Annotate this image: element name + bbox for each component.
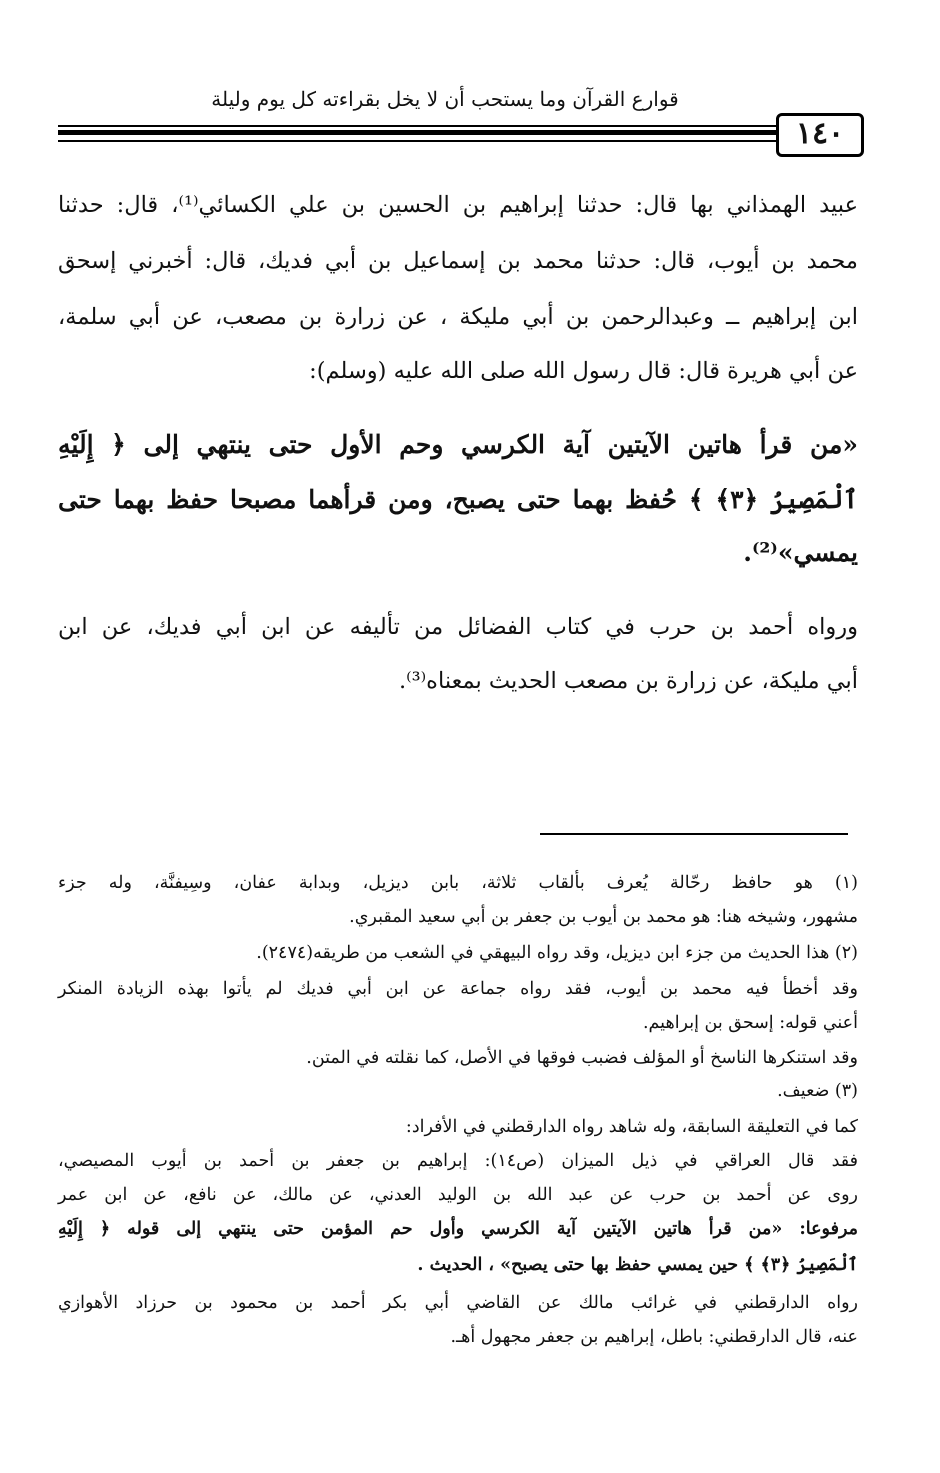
footnote-line: أعني قوله: إسحق بن إبراهيم.: [642, 1013, 858, 1033]
footnote-line: مشهور، وشيخه هنا: هو محمد بن أيوب بن جعفر بن أبي سعيد المقبري.: [349, 907, 858, 927]
footnote-line: فقد قال العراقي في ذيل الميزان (ص١٤): إبراهيم بن جعفر بن أحمد بن أيوب المصيصي،: [58, 1151, 858, 1171]
footnote-line: كما في التعليقة السابقة، وله شاهد رواه الدارقطني في الأفراد:: [405, 1117, 858, 1137]
footnote-line: مرفوعا: «من قرأ هاتين الآيتين آية الكرسي وأول حم المؤمن حتى ينتهي إلى قوله ﴿ إِلَيْهِ: [58, 1219, 858, 1239]
page-number: ١٤٠: [795, 116, 845, 151]
hadith-line: يمسي»⁽²⁾.: [743, 538, 858, 567]
footnote-line: وقد أخطأ فيه محمد بن أيوب، فقد رواه جماعة عن ابن أبي فديك لم يأتوا بهذه الزيادة المنكر: [58, 979, 858, 999]
hadith-line: «من قرأ هاتين الآيتين آية الكرسي وحم الأول حتى ينتهي إلى ﴿ إِلَيْهِ: [58, 430, 858, 459]
header-rule-thick: [58, 130, 778, 135]
body-line: عبيد الهمذاني بها قال: حدثنا إبراهيم بن الحسين بن علي الكسائي⁽¹⁾، قال: حدثنا: [58, 192, 858, 218]
footnote-line: (٣) ضعيف.: [777, 1081, 858, 1101]
footnote-separator: [540, 833, 848, 835]
body-line: أبي مليكة، عن زرارة بن مصعب الحديث بمعناه⁽³⁾.: [398, 668, 858, 694]
body-line: ورواه أحمد بن حرب في كتاب الفضائل من تأليفه عن ابن أبي فديك، عن ابن: [58, 614, 858, 640]
footnote-line: (١) هو حافظ رحّالة يُعرف بألقاب ثلاثة، بابن ديزيل، وبدابة عفان، وسِيفنَّة، وله جزء: [58, 873, 858, 893]
footnote-line: رواه الدارقطني في غرائب مالك عن القاضي أبي بكر أحمد بن محمود بن حرزاد الأهوازي: [58, 1293, 858, 1313]
running-header-title: قوارع القرآن وما يستحب أن لا يخل بقراءته كل يوم وليلة: [211, 87, 679, 111]
footnote-line: عنه، قال الدارقطني: باطل، إبراهيم بن جعفر مجهول أهـ.: [450, 1327, 858, 1347]
footnote-line: (٢) هذا الحديث من جزء ابن ديزيل، وقد رواه البيهقي في الشعب من طريقه(٢٤٧٤).: [256, 943, 858, 963]
header-rule-thin-top: [58, 125, 778, 127]
footnote-line: روى عن أحمد بن حرب عن عبد الله بن الوليد العدني، عن مالك، عن نافع، عن ابن عمر: [58, 1185, 858, 1205]
body-line: محمد بن أيوب، قال: حدثنا محمد بن إسماعيل بن أبي فديك، قال: أخبرني إسحق: [58, 248, 858, 274]
footnote-line: وقد استنكرها الناسخ أو المؤلف فضبب فوقها في الأصل، كما نقلته في المتن.: [306, 1048, 858, 1068]
body-line: عن أبي هريرة قال: قال رسول الله صلى الله عليه (وسلم):: [309, 358, 858, 384]
body-line: ابن إبراهيم ــ وعبدالرحمن بن أبي مليكة ، عن زرارة بن مصعب، عن أبي سلمة،: [58, 304, 858, 330]
hadith-line: ٱلْمَصِيرُ ﴿٣﴾ ﴾ حُفظ بهما حتى يصبح، ومن قرأهما مصبحا حفظ بهما حتى: [58, 485, 858, 514]
footnote-line: ٱلْمَصِيرُ ﴿٣﴾ ﴾ حين يمسي حفظ بها حتى يصبح» ، الحديث .: [417, 1255, 858, 1275]
page-number-box: [776, 113, 864, 157]
header-rule-thin-bottom: [58, 140, 778, 142]
